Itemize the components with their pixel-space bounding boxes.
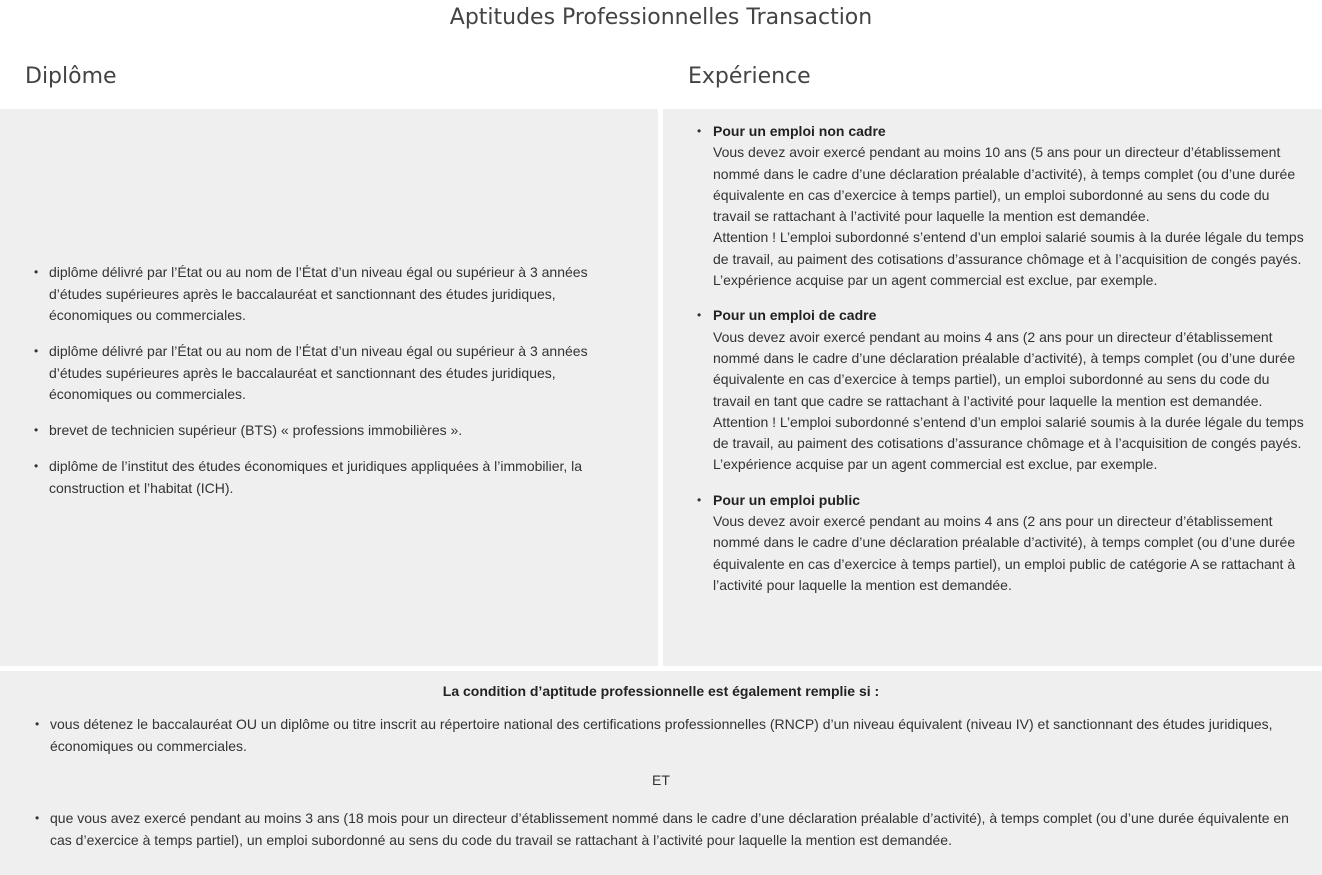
diplome-list <box>34 262 634 514</box>
list-item <box>34 456 634 499</box>
diplome-item-text: diplôme délivré par l’État ou au nom de l’État d’un niveau égal ou supérieur à 3 années d’études supérieures après le baccalauréat et sanctionnant des études juridiques, économiques ou commerciales. <box>49 264 588 323</box>
experience-heading: Expérience <box>688 64 811 89</box>
diplome-panel <box>0 109 658 666</box>
bullet-icon: • <box>34 344 39 358</box>
experience-item-note: Attention ! L’emploi subordonné s’entend d’un emploi salarié soumis à la durée légale du temps de travail, au paiment des cotisations d’assurance chômage et à l’acquisition de congés payés. L’expérience acquise par un agent commercial est exclue, par exemple. <box>713 229 1304 289</box>
list-item <box>34 341 634 406</box>
experience-item-title: Pour un emploi non cadre <box>713 123 886 139</box>
experience-list <box>697 121 1307 610</box>
bullet-icon: • <box>697 308 702 323</box>
experience-item-text: Vous devez avoir exercé pendant au moins 4 ans (2 ans pour un directeur d’établissement nommé dans le cadre d’une déclaration préalable d’activité), à temps complet (ou d’une durée équivalente en cas d’exercice à temps partiel), un emploi public de catégorie A se rattachant à l’activité pour laquelle la mention est demandée. <box>713 513 1296 593</box>
condition-panel <box>0 671 1322 875</box>
list-item <box>697 490 1307 596</box>
bullet-icon: • <box>34 459 39 473</box>
list-item <box>34 420 634 442</box>
condition-item <box>35 713 1310 757</box>
experience-item-note: Attention ! L’emploi subordonné s’entend d’un emploi salarié soumis à la durée légale du temps de travail, au paiment des cotisations d’assurance chômage et à l’acquisition de congés payés. L’expérience acquise par un agent commercial est exclue, par exemple. <box>713 413 1304 473</box>
page-title: Aptitudes Professionnelles Transaction <box>449 5 873 30</box>
bullet-icon: • <box>34 423 39 437</box>
experience-item-text: Vous devez avoir exercé pendant au moins 4 ans (2 ans pour un directeur d’établissement nommé dans le cadre d’une déclaration préalable d’activité), à temps complet (ou d’une durée équivalente en cas d’exercice à temps partiel), un emploi subordonné au sens du code du travail en tant que cadre se rattachant à l’activité pour laquelle la mention est demandée. <box>713 328 1296 409</box>
list-item <box>34 262 634 327</box>
diplome-item-text: diplôme délivré par l’État ou au nom de l’État d’un niveau égal ou supérieur à 3 années d’études supérieures après le baccalauréat et sanctionnant des études juridiques, économiques ou commerciales. <box>49 343 588 402</box>
bullet-icon: • <box>697 124 702 138</box>
experience-item-text: Vous devez avoir exercé pendant au moins 10 ans (5 ans pour un directeur d’établissement nommé dans le cadre d’une déclaration préalable d’activité), à temps complet (ou d’une durée équivalente en cas d’exercice à temps partiel), un emploi subordonné au sens du code du travail se rattachant à l’activité pour laquelle la mention est demandée. <box>713 144 1296 225</box>
condition-title: La condition d’aptitude professionnelle est également remplie si : <box>442 683 880 699</box>
bullet-icon: • <box>34 265 39 279</box>
condition-item-text: vous détenez le baccalauréat OU un diplôme ou titre inscrit au répertoire national des certifications professionnelles (RNCP) d’un niveau équivalent (niveau IV) et sanctionnant des études juridiques, économiques ou commerciales. <box>50 716 1273 754</box>
condition-item-text: que vous avez exercé pendant au moins 3 ans (18 mois pour un directeur d’établissement nommé dans le cadre d’une déclaration préalable d’activité), à temps complet (ou d’une durée équivalente en cas d’exercice à temps partiel), un emploi subordonné au sens du code du travail se rattachant à l’activité pour laquelle la mention est demandée. <box>50 810 1289 848</box>
diplome-item-text: brevet de technicien supérieur (BTS) « professions immobilières ». <box>49 422 463 438</box>
experience-item-title: Pour un emploi de cadre <box>713 307 877 324</box>
experience-item-title: Pour un emploi public <box>713 491 860 508</box>
diplome-item-text: diplôme de l’institut des études économiques et juridiques appliquées à l’immobilier, la construction et l’habitat (ICH). <box>49 458 583 496</box>
bullet-icon: • <box>35 811 40 825</box>
list-item <box>697 305 1307 475</box>
bullet-icon: • <box>697 492 702 507</box>
list-item <box>697 121 1307 291</box>
bullet-icon: • <box>35 717 40 731</box>
condition-item <box>35 807 1310 851</box>
diplome-heading: Diplôme <box>25 64 117 89</box>
condition-separator: ET <box>652 772 670 788</box>
